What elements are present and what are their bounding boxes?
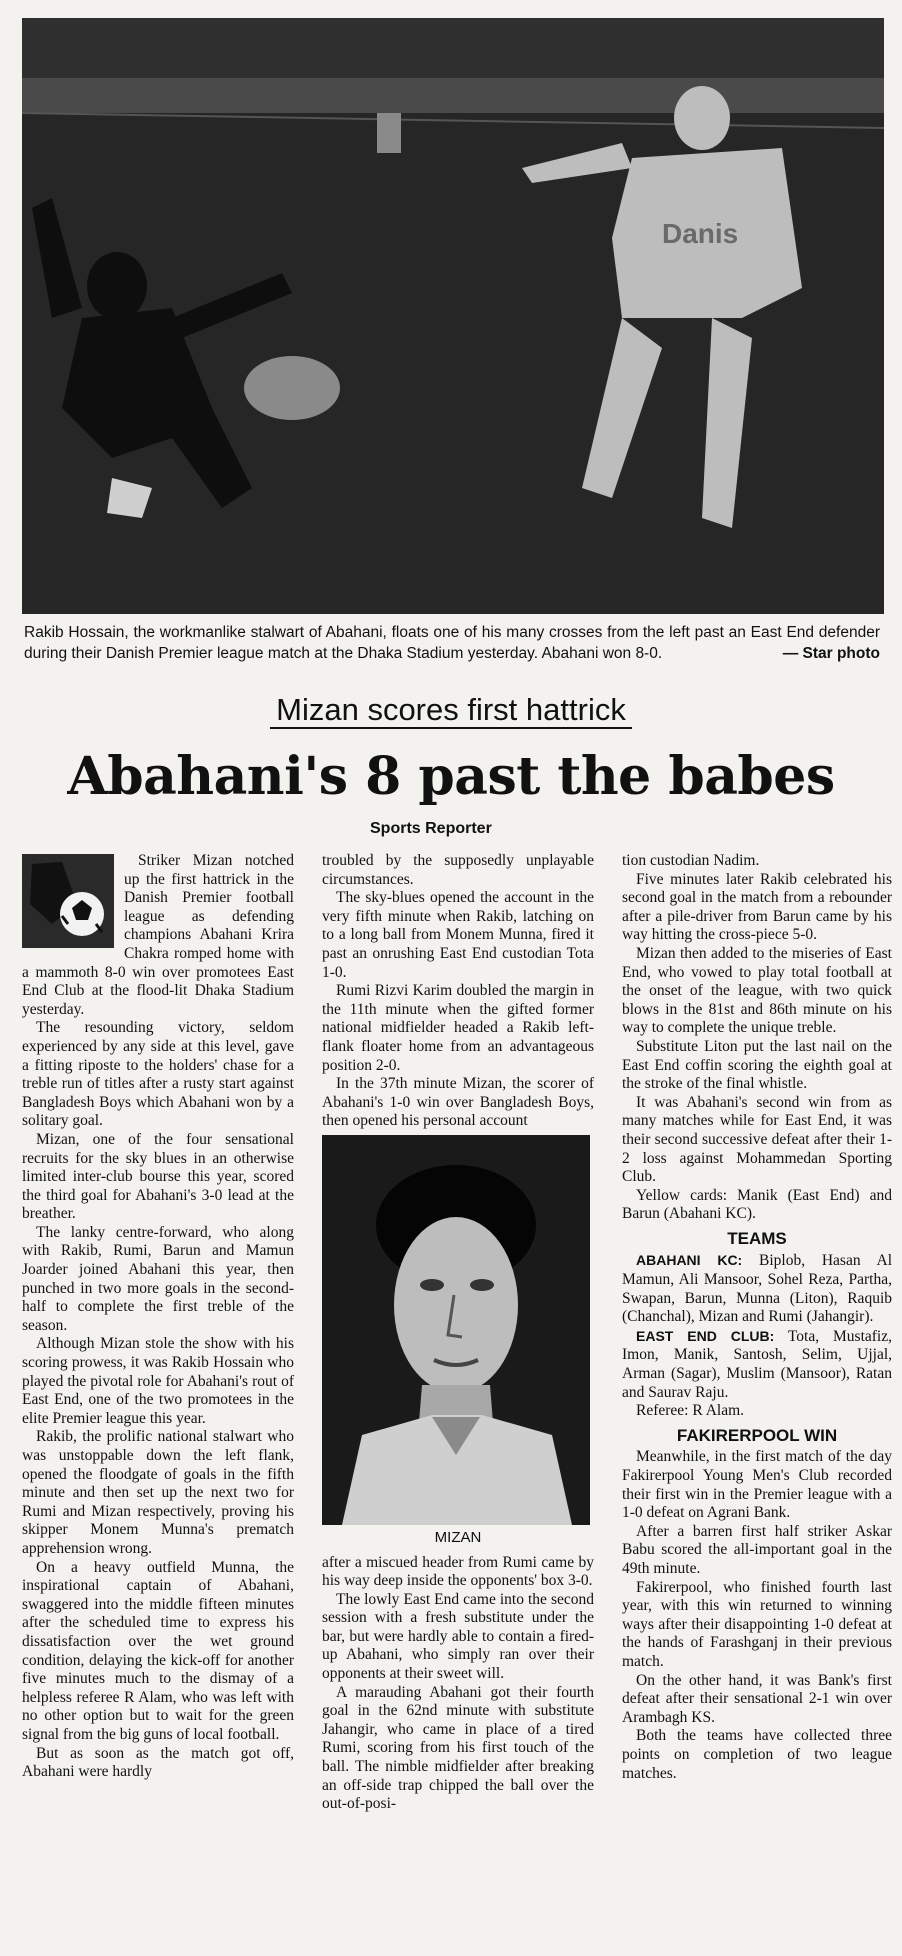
caption-text: Rakib Hossain, the workmanlike stalwart of Abahani, floats one of his many crosses from the left past an East End defender during their Danish Premier league match at the Dhaka Stadium yesterday. Abahani won 8-0. [24,624,880,662]
paragraph: Meanwhile, in the first match of the day Fakirerpool Young Men's Club recorded their first win in the Premier league with a 1-0 defeat on Agrani Bank. [622,1448,892,1522]
paragraph: Rakib, the prolific national stalwart who was unstoppable down the left flank, opened the floodgate of goals in the fifth minute and then set up the next two for Rumi and Mizan respectively, proving his skipper Monem Munna's prematch apprehension wrong. [22,1428,294,1557]
paragraph: Substitute Liton put the last nail on the East End coffin scoring the eighth goal at the stroke of the final whistle. [622,1037,892,1093]
article-column-3 [622,852,892,1783]
paragraph: Yellow cards: Manik (East End) and Barun (Abahani KC). [622,1186,892,1223]
paragraph: On the other hand, it was Bank's first defeat after their sensational 2-1 win over Arambagh KS. [622,1671,892,1726]
paragraph: Five minutes later Rakib celebrated his second goal in the match from a rebounder after a pile-driver from Barun came by his way hitting the cross-piece 5-0. [622,870,892,944]
paragraph: Striker Mizan notched up the first hattrick in the Danish Premier football league as defending champions Abahani Krira Chakra romped home with a mammoth 8-0 win over promotees East End Club at the flood-lit Dhaka Stadium yesterday. [22,852,294,1018]
football-logo-icon [22,854,114,948]
paragraph: The lanky centre-forward, who along with Rakib, Rumi, Barun and Mamun Joarder joined Abahani this year, then punched in two more goals in the second-half to complete the first treble of the season. [22,1223,294,1334]
fakirerpool-heading: FAKIRERPOOL WIN [676,1425,838,1445]
paragraph: Mizan then added to the miseries of East End, who vowed to play total football at the onset of the league, with two quick blows in the 81st and 86th minute on his way to complete the unique treble. [622,944,892,1037]
mizan-portrait [322,1135,590,1525]
paragraph: tion custodian Nadim. [622,852,760,869]
match-photo-illustration [22,18,884,614]
paragraph: The sky-blues opened the account in the very fifth minute when Rakib, latching on to a long ball from Monem Munna, fired it past an onrushing East End custodian Tota 1-0. [322,889,594,981]
svg-text:Danis: Danis [662,218,739,249]
paragraph: Mizan, one of the four sensational recruits for the sky blues in an otherwise limited inter-club bourse this year, scored the third goal for Abahani's 3-0 lead at the breather. [22,1130,294,1223]
paragraph: The lowly East End came into the second session with a fresh substitute under the bar, but were hardly able to contain a fired-up Abahani, who simply ran over their opponents at their sweet will. [322,1590,594,1683]
paragraph: Although Mizan stole the show with his scoring prowess, it was Rakib Hossain who played the pivotal role for Abahani's rout of East End, one of the two promotees in the elite Premier league this year. [22,1335,294,1427]
referee-line: Referee: R Alam. [636,1402,745,1420]
article-column-1 [22,852,294,1782]
paragraph: In the 37th minute Mizan, the scorer of Abahani's 1-0 win over Bangladesh Boys, then opened his personal account [322,1075,594,1130]
paragraph: After a barren first half striker Askar Babu scored the all-important goal in the 49th minute. [622,1522,892,1577]
portrait-caption: MIZAN [434,1528,482,1546]
paragraph: Both the teams have collected three points on completion of two league matches. [622,1727,892,1782]
eastend-players: Tota, Mustafiz, Imon, Manik, Santosh, Selim, Ujjal, Arman (Sagar), Muslim (Mansoor), Ratan and Saurav Raju. [622,1327,892,1401]
paragraph: Fakirerpool, who finished fourth last year, with this win returned to winning ways after their disappointing 1-0 defeat at the hands of Farashganj in their previous match. [622,1578,892,1670]
match-photo [22,18,884,614]
paragraph: troubled by the supposedly unplayable circumstances. [322,852,594,888]
paragraph: The resounding victory, seldom experienced by any side at this level, gave a fitting riposte to the holders' chase for a treble run of titles after a rusty start against Bangladesh Boys which Abahani won by a solitary goal. [22,1019,294,1130]
kicker-headline [0,690,902,730]
photo-caption [24,622,880,664]
paragraph: after a miscued header from Rumi came by his way deep inside the opponents' box 3-0. [322,1553,594,1590]
article-column-2 [322,852,594,1814]
teams-heading: TEAMS [727,1228,787,1248]
byline: Sports Reporter [370,820,492,837]
eastend-label: EAST END CLUB: [636,1327,775,1344]
main-headline: Abahani's 8 past the babes [67,746,835,807]
abahani-label: ABAHANI KC: [636,1252,743,1269]
eastend-lineup [622,1327,892,1402]
paragraph: Rumi Rizvi Karim doubled the margin in the 11th minute when the gifted former national midfielder headed a Rakib left-flank floater home from an advantageous position 2-0. [322,982,594,1074]
paragraph: A marauding Abahani got their fourth goal in the 62nd minute with substitute Jahangir, who came in place of a tired Rumi, scoring from his first touch of the ball. The nimble midfielder after breaking an off-side trap chipped the ball over the out-of-posi- [322,1683,594,1813]
paragraph: But as soon as the match got off, Abahani were hardly [22,1744,294,1781]
paragraph: It was Abahani's second win from as many matches while for East End, it was their second successive defeat after their 1-2 loss against Mohammedan Sporting Club. [622,1093,892,1186]
photo-credit: — Star photo [782,645,880,662]
kicker-text: Mizan scores first hattrick [270,692,632,729]
abahani-lineup [622,1251,892,1326]
abahani-players: Biplob, Hasan Al Mamun, Ali Mansoor, Sohel Reza, Partha, Swapan, Barun, Munna (Liton), Raquib (Chanchal), Mizan and Rumi (Jahangir). [622,1252,892,1326]
paragraph: On a heavy outfield Munna, the inspirational captain of Abahani, swaggered into the middle fifteen minutes after the scheduled time to express his dissatisfaction over the wet ground condition, delaying the kick-off for another five minutes much to the dismay of a helpless referee R Alam, who was left with no other option but to wait for the green signal from the big guns of local football. [22,1558,294,1743]
